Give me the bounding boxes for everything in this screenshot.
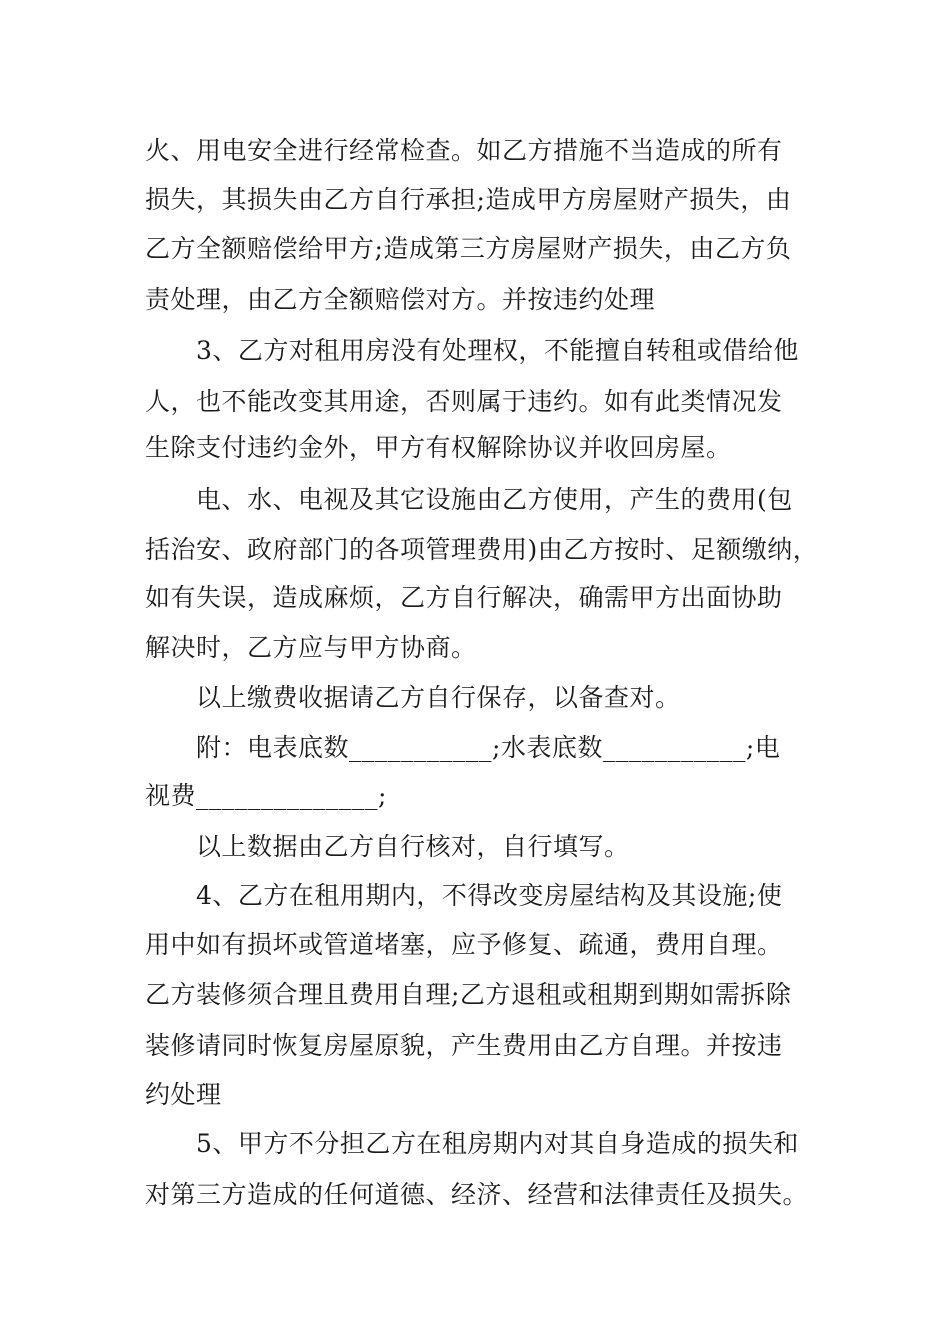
paragraph-start-line: 3、乙方对租用房没有处理权，不能擅自转租或借给他 [196, 336, 799, 365]
text-line: 人，也不能改变其用途，否则属于违约。如有此类情况发 [145, 387, 783, 416]
text-line: 括治安、政府部门的各项管理费用)由乙方按时、足额缴纳， [145, 535, 819, 564]
text-line: 解决时，乙方应与甲方协商。 [145, 633, 477, 662]
text-line: 如有失误，造成麻烦，乙方自行解决，确需甲方出面协助 [145, 583, 783, 612]
paragraph-start-line: 电、水、电视及其它设施由乙方使用，产生的费用(包 [196, 485, 793, 514]
paragraph-start-line: 以上数据由乙方自行核对，自行填写。 [196, 832, 630, 861]
text-line: 损失，其损失由乙方自行承担;造成甲方房屋财产损失，由 [145, 185, 792, 214]
text-line: 责处理，由乙方全额赔偿对方。并按违约处理 [145, 285, 656, 314]
text-line: 火、用电安全进行经常检查。如乙方措施不当造成的所有 [145, 136, 783, 165]
text-line: 生除支付违约金外，甲方有权解除协议并收回房屋。 [145, 433, 732, 462]
meter-reading-line: 附：电表底数___________;水表底数___________;电 [196, 733, 781, 762]
paragraph-start-line: 4、乙方在租用期内，不得改变房屋结构及其设施;使 [196, 881, 783, 910]
text-line: 用中如有损坏或管道堵塞，应予修复、疏通，费用自理。 [145, 930, 783, 959]
text-line: 装修请同时恢复房屋原貌，产生费用由乙方自理。并按违 [145, 1031, 783, 1060]
text-line: 约处理 [145, 1080, 222, 1109]
text-line: 乙方全额赔偿给甲方;造成第三方房屋财产损失，由乙方负 [145, 234, 792, 263]
text-line: 对第三方造成的任何道德、经济、经营和法律责任及损失。 [145, 1180, 809, 1209]
paragraph-start-line: 以上缴费收据请乙方自行保存，以备查对。 [196, 683, 681, 712]
text-line: 乙方装修须合理且费用自理;乙方退租或租期到期如需拆除 [145, 980, 792, 1009]
paragraph-start-line: 5、甲方不分担乙方在租房期内对其自身造成的损失和 [196, 1129, 799, 1158]
tv-fee-line: 视费______________; [145, 781, 387, 810]
